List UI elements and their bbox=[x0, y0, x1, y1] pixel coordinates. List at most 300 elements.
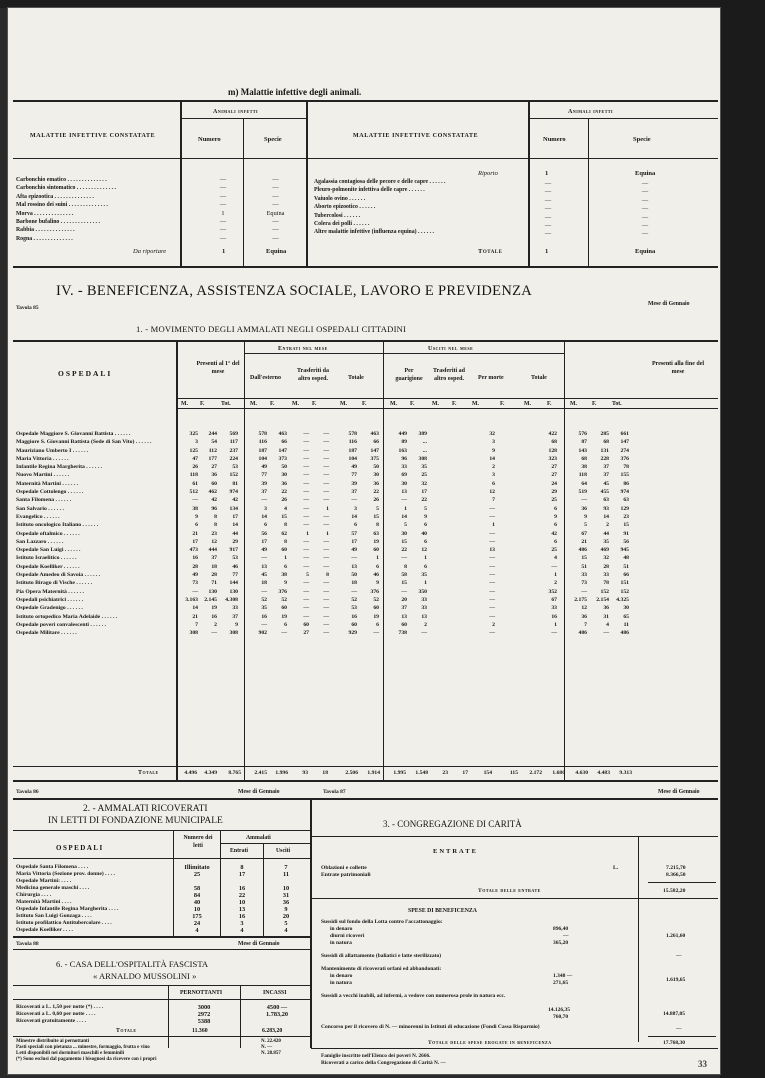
section2-letti-cell: 24 bbox=[193, 920, 201, 927]
value-cell: 56 bbox=[623, 538, 629, 545]
value-cell: 449 bbox=[398, 431, 407, 437]
value-cell: 9 bbox=[235, 621, 238, 628]
entrate-patrimoniali-label: Entrate patrimoniali bbox=[321, 872, 371, 878]
value-cell: 30 bbox=[373, 472, 379, 479]
rule bbox=[648, 882, 716, 883]
totale-cell: 4.630 bbox=[575, 770, 588, 776]
value-cell: 6 bbox=[376, 563, 379, 570]
value-cell: 163 bbox=[398, 447, 407, 454]
value-cell: 64 bbox=[581, 480, 587, 487]
section2-row: Chirurgia . . . . bbox=[16, 892, 52, 898]
section6-row: Ricoverati a L. 0,60 per notte . . . . bbox=[16, 1011, 96, 1017]
malattie-left-numero-cell: 1 bbox=[221, 209, 225, 217]
value-cell: 469 bbox=[600, 547, 609, 554]
value-cell: 45 bbox=[603, 480, 609, 487]
totale-cell: 1.996 bbox=[275, 770, 288, 776]
value-cell: — bbox=[303, 480, 309, 487]
value-cell: 14 bbox=[489, 455, 495, 462]
value-cell: 376 bbox=[620, 455, 629, 462]
section6-note-v3: N. 28.857 bbox=[261, 1051, 281, 1056]
value-cell: — bbox=[351, 497, 357, 504]
section2-ospedali-header: OSPEDALI bbox=[56, 844, 104, 852]
mf-header: F. bbox=[270, 401, 275, 407]
value-cell: 89 bbox=[401, 439, 407, 446]
section1-title: 1. - MOVIMENTO DEGLI AMMALATI NEGLI OSPEDALI CITTADINI bbox=[136, 324, 407, 334]
value-cell: 462 bbox=[208, 489, 217, 496]
value-cell: 15 bbox=[581, 555, 587, 562]
section6-note-v2: N. — bbox=[261, 1045, 273, 1050]
value-cell: 578 bbox=[258, 431, 267, 437]
value-cell: 12 bbox=[489, 489, 495, 496]
presenti-inizio-header: Presenti al 1° del mese bbox=[196, 361, 240, 375]
value-cell: 58 bbox=[401, 572, 407, 579]
vecchi-value-1: 14.126,35 bbox=[548, 1007, 570, 1013]
title-iv: IV. - BENEFICENZA, ASSISTENZA SOCIALE, LAVORO E PREVIDENZA bbox=[56, 283, 533, 299]
rule bbox=[180, 102, 182, 266]
lotto-value-3: 365,20 bbox=[553, 940, 569, 946]
section6-pernottanti bbox=[178, 1004, 230, 1025]
mantenimento-label: Mantenimento di ricoverati orfani ed abbandonati: bbox=[321, 966, 442, 972]
totale-cell: 154 bbox=[483, 770, 492, 776]
totale-cell: 1.914 bbox=[367, 770, 380, 776]
value-cell: — bbox=[351, 588, 357, 595]
value-cell: 28 bbox=[603, 563, 609, 570]
value-cell: 30 bbox=[281, 472, 287, 479]
mf-header: M. bbox=[181, 401, 188, 407]
value-cell: 5 bbox=[306, 572, 309, 579]
value-cell: 147 bbox=[370, 447, 379, 454]
value-cell: 46 bbox=[373, 572, 379, 579]
value-cell: 60 bbox=[281, 547, 287, 554]
value-cell: — bbox=[323, 613, 329, 620]
value-cell: 33 bbox=[581, 572, 587, 579]
value-cell: 117 bbox=[229, 439, 238, 446]
value-cell: 129 bbox=[620, 505, 629, 512]
rule bbox=[243, 158, 244, 266]
value-cell: — bbox=[489, 588, 495, 595]
totale-entrate-value: 15.582,20 bbox=[663, 888, 686, 894]
section2-letti-cell: 40 bbox=[193, 899, 201, 906]
value-cell: 53 bbox=[351, 605, 357, 612]
mf-header: F. bbox=[312, 401, 317, 407]
section2-entrati-cell: 4 bbox=[240, 927, 244, 934]
value-cell: 1 bbox=[284, 555, 287, 562]
malattie-left-row: Afta epizootica . . . . . . . . . . . . . . bbox=[16, 193, 94, 200]
usciti-header: Usciti nel mese bbox=[428, 346, 474, 352]
value-cell: 8 bbox=[284, 522, 287, 529]
totale-cell: 18 bbox=[322, 770, 328, 776]
value-cell: 37 bbox=[603, 472, 609, 479]
mf-header: F. bbox=[452, 401, 457, 407]
section2-usciti-cell: 7 bbox=[284, 864, 288, 871]
section6-note-2: Pasti speciali con pietanza ... minestre, formaggio, frutta e vino bbox=[16, 1045, 150, 1050]
totale-cell: 2.506 bbox=[345, 770, 358, 776]
value-cell: 30 bbox=[401, 480, 407, 487]
tavola-88: Tavola 88 bbox=[16, 941, 39, 947]
value-cell: 49 bbox=[261, 464, 267, 471]
section6-incassi bbox=[248, 1004, 306, 1025]
value-cell: 661 bbox=[620, 431, 629, 437]
value-cell: 20 bbox=[401, 596, 407, 603]
value-cell: 14 bbox=[261, 513, 267, 520]
value-cell: 51 bbox=[581, 563, 587, 570]
value-cell: 6 bbox=[554, 522, 557, 529]
value-cell: 11 bbox=[623, 621, 629, 628]
rule bbox=[240, 986, 241, 1048]
value-cell: 17 bbox=[232, 513, 238, 520]
hospital-name: Ospedale Maggiore S. Giovanni Battista . . . . . . bbox=[16, 431, 131, 437]
value-cell: — bbox=[303, 555, 309, 562]
section2-title-b: IN LETTI DI FONDAZIONE MUNICIPALE bbox=[48, 816, 223, 826]
value-cell: 15 bbox=[401, 580, 407, 587]
section2-usciti-cell: 5 bbox=[284, 920, 288, 927]
value-cell: 21 bbox=[581, 538, 587, 545]
trasferiti-da-header: Trasferiti da altro osped. bbox=[296, 368, 330, 382]
value-cell: 130 bbox=[208, 588, 217, 595]
value-cell: 30 bbox=[623, 605, 629, 612]
value-cell: 274 bbox=[620, 447, 629, 454]
value-cell: 463 bbox=[370, 431, 379, 437]
value-cell: 7 bbox=[492, 497, 495, 504]
value-cell: — bbox=[323, 588, 329, 595]
value-cell: 155 bbox=[620, 472, 629, 479]
value-cell: 285 bbox=[600, 431, 609, 437]
value-cell: 152 bbox=[600, 588, 609, 595]
value-cell: 455 bbox=[600, 489, 609, 496]
malattie-left-numero-cell: — bbox=[219, 218, 227, 226]
value-cell: 1 bbox=[326, 505, 329, 512]
value-cell: 54 bbox=[211, 439, 217, 446]
mf-header: Tot. bbox=[221, 401, 231, 407]
ospedali-header: OSPEDALI bbox=[58, 369, 113, 378]
value-cell: — bbox=[489, 505, 495, 512]
value-cell: 3 bbox=[195, 439, 198, 446]
mf-header: M. bbox=[292, 401, 299, 407]
section6-incassi-cell bbox=[248, 1018, 306, 1025]
value-cell: 16 bbox=[551, 613, 557, 620]
section2-letti-cell: 175 bbox=[192, 913, 202, 920]
totale-cell: 1.548 bbox=[415, 770, 428, 776]
value-cell: 33 bbox=[232, 605, 238, 612]
tavola-86: Tavola 86 bbox=[16, 789, 39, 795]
hospital-name: Ospedale poveri convalescenti . . . . . . bbox=[16, 621, 107, 628]
hospital-name: Ospedali psichiatrici . . . . . . bbox=[16, 596, 84, 603]
value-cell: — bbox=[323, 596, 329, 603]
value-cell: 37 bbox=[261, 489, 267, 496]
value-cell: 463 bbox=[278, 431, 287, 437]
value-cell: 49 bbox=[192, 572, 198, 579]
value-cell: 118 bbox=[189, 472, 198, 479]
value-cell: 6 bbox=[284, 621, 287, 628]
value-cell: — bbox=[323, 563, 329, 570]
value-cell: — bbox=[401, 497, 407, 504]
mf-header: M. bbox=[524, 401, 531, 407]
value-cell: 6 bbox=[554, 505, 557, 512]
value-cell: — bbox=[261, 621, 267, 628]
malattie-left-numero-cell: — bbox=[219, 192, 227, 200]
section2-rows bbox=[16, 864, 118, 934]
value-cell: 60 bbox=[401, 621, 407, 628]
value-cell: 17 bbox=[421, 489, 427, 496]
value-cell: — bbox=[323, 538, 329, 545]
value-cell: — bbox=[303, 447, 309, 454]
value-cell: 8 bbox=[404, 563, 407, 570]
sussidi-lotto-label: Sussidi sul fondo della Lotta contro l'accattonaggio: bbox=[321, 919, 443, 925]
value-column-c_gm bbox=[388, 430, 407, 637]
value-cell: — bbox=[489, 563, 495, 570]
value-cell: 6 bbox=[284, 563, 287, 570]
value-cell: — bbox=[303, 538, 309, 545]
malattie-right-specie-dashes: — — — — — — — bbox=[641, 180, 649, 238]
value-cell: 308 bbox=[189, 630, 198, 637]
section2-letti bbox=[178, 864, 216, 934]
section6-note-v1: N. 22.420 bbox=[261, 1039, 281, 1044]
totale-usciti-header: Totale bbox=[531, 375, 547, 381]
ammalati-header: Ammalati bbox=[246, 835, 271, 841]
value-cell: — bbox=[489, 538, 495, 545]
value-cell: 8 bbox=[284, 538, 287, 545]
value-cell: — bbox=[303, 596, 309, 603]
value-cell: — bbox=[323, 472, 329, 479]
malattie-right-rows bbox=[314, 178, 446, 237]
section2-entrati bbox=[223, 864, 261, 934]
totale-entrate-label: Totale delle entrate bbox=[478, 888, 541, 894]
value-cell: 57 bbox=[351, 530, 357, 537]
rule bbox=[306, 102, 308, 266]
value-cell: 104 bbox=[348, 455, 357, 462]
value-cell: — bbox=[421, 630, 427, 637]
value-cell: 6 bbox=[492, 480, 495, 487]
value-cell: 26 bbox=[281, 497, 287, 504]
value-cell: 130 bbox=[229, 588, 238, 595]
section2-row: Maternità Martini . . . . bbox=[16, 899, 72, 905]
value-cell: 6 bbox=[264, 522, 267, 529]
value-cell: 13 bbox=[351, 563, 357, 570]
value-cell: 27 bbox=[551, 464, 557, 471]
malattie-left-specie-cell: — bbox=[272, 184, 279, 192]
value-cell: 6 bbox=[424, 563, 427, 570]
value-cell: 2 bbox=[214, 621, 217, 628]
hospital-names bbox=[16, 430, 151, 637]
value-cell: 1 bbox=[376, 555, 379, 562]
value-cell: 19 bbox=[281, 613, 287, 620]
value-cell: 78 bbox=[623, 464, 629, 471]
mf-header: M. bbox=[432, 401, 439, 407]
value-cell: 1 bbox=[492, 522, 495, 529]
riporto-label: Riporto bbox=[478, 170, 498, 177]
value-cell: — bbox=[303, 588, 309, 595]
rule bbox=[648, 1036, 716, 1037]
value-cell: 974 bbox=[620, 489, 629, 496]
value-cell: 69 bbox=[401, 472, 407, 479]
value-cell: — bbox=[303, 464, 309, 471]
malattie-left-specie-cell: — bbox=[272, 192, 279, 200]
value-cell: 9 bbox=[424, 513, 427, 520]
value-cell: — bbox=[323, 431, 329, 437]
value-cell: 308 bbox=[418, 455, 427, 462]
value-cell: 42 bbox=[211, 497, 217, 504]
mf-header: M. bbox=[250, 401, 257, 407]
value-cell: 152 bbox=[229, 472, 238, 479]
totale-cell: 1.680 bbox=[552, 770, 565, 776]
value-cell: 62 bbox=[281, 530, 287, 537]
da-riportare-specie: Equina bbox=[266, 248, 287, 255]
value-cell: — bbox=[303, 489, 309, 496]
da-riportare-num: 1 bbox=[222, 248, 226, 255]
value-cell: 37 bbox=[603, 464, 609, 471]
value-cell: 2.154 bbox=[596, 596, 609, 603]
value-cell: 224 bbox=[229, 455, 238, 462]
value-cell: 31 bbox=[603, 613, 609, 620]
value-cell: 8 bbox=[326, 572, 329, 579]
rule bbox=[13, 798, 718, 800]
hospital-name: Maria Vittoria . . . . . . bbox=[16, 455, 69, 462]
hospital-name: Ospedale oftalmico . . . . . . bbox=[16, 530, 80, 537]
value-cell: 50 bbox=[351, 572, 357, 579]
value-cell: 18 bbox=[211, 563, 217, 570]
value-cell: — bbox=[303, 580, 309, 587]
value-cell: 25 bbox=[551, 497, 557, 504]
value-cell: 63 bbox=[623, 497, 629, 504]
specie-header: Specie bbox=[264, 136, 282, 143]
malattie-left-numero-cell: — bbox=[219, 226, 227, 234]
value-cell: 39 bbox=[351, 480, 357, 487]
hospital-name: Mauriziano Umberto I . . . . . . bbox=[16, 447, 89, 454]
section2-letti-cell: 4 bbox=[195, 927, 199, 934]
section2-usciti-cell: 10 bbox=[282, 885, 290, 892]
riporto-specie: Equina bbox=[635, 170, 656, 177]
malattie-left-row: Barbone bufalino . . . . . . . . . . . . . . bbox=[16, 219, 100, 226]
section2-row: Istituto San Luigi Gonzaga . . . . bbox=[16, 913, 92, 919]
value-cell: 134 bbox=[229, 505, 238, 512]
value-cell: 30 bbox=[401, 530, 407, 537]
value-cell: — bbox=[303, 563, 309, 570]
rule bbox=[13, 340, 718, 342]
value-cell: 46 bbox=[232, 563, 238, 570]
value-cell: 6 bbox=[195, 522, 198, 529]
rule bbox=[13, 266, 718, 268]
section6-row: Ricoverati gratuitamente . . . . bbox=[16, 1018, 87, 1024]
section6-incassi-cell: 1.783,20 bbox=[265, 1011, 289, 1018]
malattie-left-row: Rabbia . . . . . . . . . . . . . . bbox=[16, 227, 75, 234]
value-cell: 13 bbox=[489, 547, 495, 554]
value-cell: 325 bbox=[189, 431, 198, 437]
value-cell: — bbox=[373, 630, 379, 637]
value-cell: 44 bbox=[232, 530, 238, 537]
section2-usciti-cell: 20 bbox=[282, 913, 290, 920]
hospital-name: Ospedale San Luigi . . . . . . bbox=[16, 547, 81, 554]
value-cell: 512 bbox=[189, 489, 198, 496]
value-cell: — bbox=[489, 555, 495, 562]
section6-title-b: « ARNALDO MUSSOLINI » bbox=[93, 971, 197, 981]
value-cell: 86 bbox=[623, 480, 629, 487]
malattie-right-row: Aborto epizootico . . . . . . bbox=[314, 204, 376, 211]
numero-letti-header: Numero dei letti bbox=[183, 835, 213, 849]
value-cell: 77 bbox=[351, 472, 357, 479]
section2-title-a: 2. - AMMALATI RICOVERATI bbox=[83, 804, 208, 814]
value-cell: 36 bbox=[281, 480, 287, 487]
value-cell: — bbox=[489, 630, 495, 637]
malattie-left-specie bbox=[253, 176, 298, 243]
value-cell: 104 bbox=[258, 455, 267, 462]
value-cell: 52 bbox=[351, 596, 357, 603]
value-cell: 38 bbox=[192, 505, 198, 512]
value-cell: 1 bbox=[424, 580, 427, 587]
value-cell: 4 bbox=[554, 555, 557, 562]
totale-row-label: Totale bbox=[138, 770, 159, 776]
mese-gennaio-88: Mese di Gennaio bbox=[238, 941, 280, 947]
value-cell: 48 bbox=[623, 555, 629, 562]
value-cell: — bbox=[489, 613, 495, 620]
value-cell: 66 bbox=[281, 439, 287, 446]
value-cell: 14 bbox=[192, 605, 198, 612]
scan-border-top bbox=[0, 0, 765, 8]
value-cell: 35 bbox=[421, 572, 427, 579]
value-cell: 42 bbox=[232, 497, 238, 504]
totale-num: 1 bbox=[545, 248, 549, 255]
value-cell: 8 bbox=[214, 522, 217, 529]
section2-letti-cell: Illimitato bbox=[184, 864, 210, 871]
value-cell: 36 bbox=[581, 505, 587, 512]
value-cell: — bbox=[489, 605, 495, 612]
totale-spese-label: Totale delle spese erogate in beneficenza bbox=[428, 1040, 552, 1046]
value-cell: 17 bbox=[192, 538, 198, 545]
hospital-name: Maternità Martini . . . . . . bbox=[16, 480, 79, 487]
value-cell: 5 bbox=[376, 505, 379, 512]
section2-row: Ospedale Koelliker . . . . bbox=[16, 927, 73, 933]
hospital-name: Ospedale Koelliker . . . . . . bbox=[16, 563, 80, 570]
totale-cell: 23 bbox=[442, 770, 448, 776]
value-cell: — bbox=[323, 630, 329, 637]
totale-cell: 17 bbox=[462, 770, 468, 776]
value-cell: 15 bbox=[373, 513, 379, 520]
hospital-name: Istituto Israelitico . . . . . . bbox=[16, 555, 77, 562]
value-cell: — bbox=[261, 497, 267, 504]
value-cell: 39 bbox=[261, 480, 267, 487]
value-cell: — bbox=[323, 605, 329, 612]
value-cell: 35 bbox=[261, 605, 267, 612]
mf-header: F. bbox=[200, 401, 205, 407]
value-cell: 177 bbox=[208, 455, 217, 462]
value-cell: 151 bbox=[620, 580, 629, 587]
value-cell: 18 bbox=[351, 580, 357, 587]
malattie-left-row: Rogna . . . . . . . . . . . . . . bbox=[16, 235, 73, 242]
value-cell: 60 bbox=[373, 547, 379, 554]
value-cell: 14 bbox=[351, 513, 357, 520]
value-cell: 49 bbox=[261, 547, 267, 554]
value-cell: 244 bbox=[208, 431, 217, 437]
section2-row: Ospedale Martini: . . . . bbox=[16, 878, 72, 884]
value-cell: — bbox=[281, 630, 287, 637]
value-cell: 37 bbox=[401, 605, 407, 612]
value-cell: 67 bbox=[581, 530, 587, 537]
rule bbox=[220, 831, 221, 936]
value-cell: 63 bbox=[603, 497, 609, 504]
value-cell: 237 bbox=[229, 447, 238, 454]
value-cell: 486 bbox=[620, 630, 629, 637]
tavola-87: Tavola 87 bbox=[323, 789, 346, 795]
value-cell: 1 bbox=[554, 621, 557, 628]
value-cell: — bbox=[323, 621, 329, 628]
value-cell: 33 bbox=[401, 464, 407, 471]
value-cell: — bbox=[211, 630, 217, 637]
section2-usciti-cell: 36 bbox=[282, 899, 290, 906]
value-cell: — bbox=[489, 596, 495, 603]
mant-value-1: 1.348 — bbox=[553, 973, 573, 979]
malattie-right-row: Agalassia contagiosa delle pecore e delle capre . . . . . . bbox=[314, 179, 446, 185]
rule bbox=[13, 830, 310, 831]
animali-infetti-header: Animali infetti bbox=[213, 109, 259, 115]
